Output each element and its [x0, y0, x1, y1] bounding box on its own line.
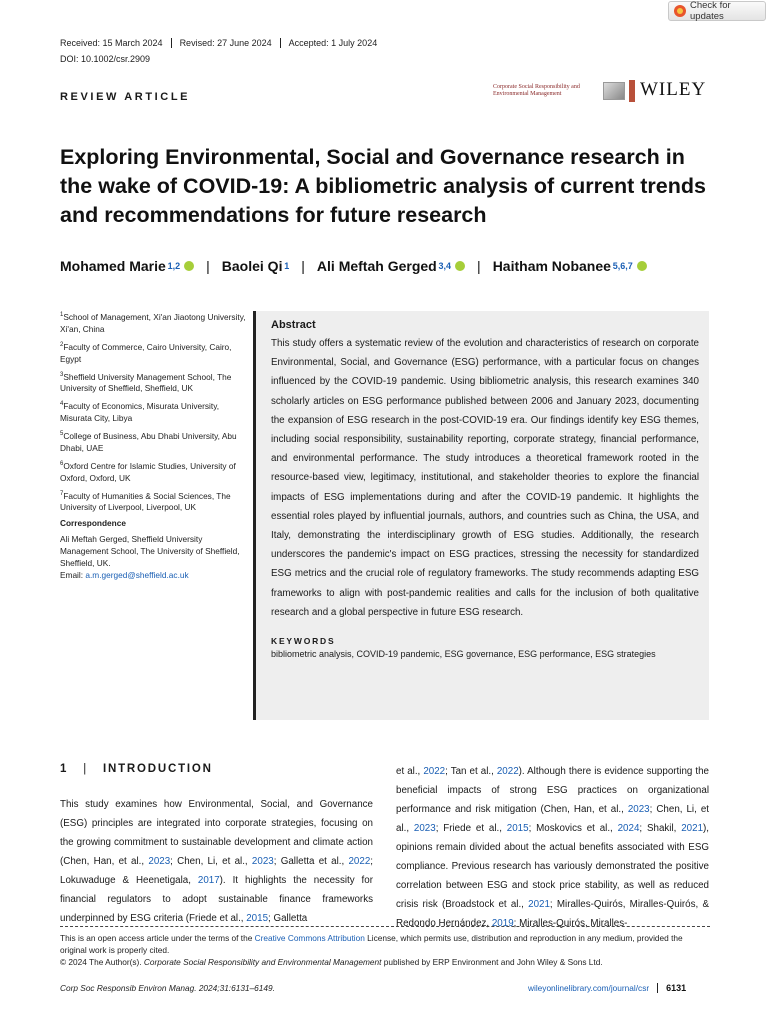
correspondence-text: Ali Meftah Gerged, Sheffield University Management School, The University of Sheffield, Sheffield, UK. — [60, 534, 240, 569]
crossmark-icon — [674, 5, 686, 17]
body-text: ; Galletta — [268, 913, 308, 924]
affiliation-item — [60, 339, 250, 365]
keywords-heading: KEYWORDS — [271, 636, 336, 647]
license-text-pre: This is an open access article under the terms of the — [60, 933, 255, 943]
check-for-updates-label: Check for updates — [690, 0, 731, 22]
journal-logo-bar — [629, 80, 635, 102]
citation-link[interactable]: 2023 — [413, 823, 436, 834]
affiliations — [60, 309, 250, 581]
author-separator: | — [301, 258, 305, 274]
accepted-date: Accepted: 1 July 2024 — [280, 38, 386, 48]
citation-link[interactable]: 2019 — [491, 918, 514, 929]
footer-citation: Corp Soc Responsib Environ Manag. 2024;31:6131–6149. — [60, 983, 275, 993]
body-text: This study examines how Environmental, Social, and Governance (ESG) principles are integrated into corporate strategies, focusing on the growing commitment to sustainable development and climate action (Chen, Han, et al., — [60, 799, 373, 867]
section-number: 1 — [60, 763, 69, 775]
affiliation-text: Faculty of Humanities & Social Sciences, The University of Liverpool, Liverpool, UK — [60, 490, 231, 513]
citation-link[interactable]: 2023 — [251, 856, 274, 867]
affiliation-number: 6 — [60, 460, 64, 467]
author-name[interactable]: Baolei Qi — [221, 258, 283, 274]
orcid-icon[interactable] — [637, 261, 647, 271]
intro-column-right — [396, 762, 709, 933]
intro-column-left — [60, 795, 373, 928]
body-text: ). It highlights the necessity for financial regulators to adopt sustainable finance frameworks underpinned by ESG criteria (Friede et al., — [60, 875, 373, 924]
copyright-post: published by ERP Environment and John Wiley & Sons Ltd. — [381, 957, 603, 967]
author-name[interactable]: Haitham Nobanee — [492, 258, 611, 274]
orcid-icon[interactable] — [184, 261, 194, 271]
affiliation-text: Sheffield University Management School, The University of Sheffield, Sheffield, UK — [60, 371, 232, 394]
journal-logo-text: Corporate Social Responsibility and Environmental Management — [493, 84, 580, 97]
body-text: ; Miralles-Quirós, Miralles-Quirós, & Redondo Hernández, — [396, 899, 709, 929]
author-affiliation-ref[interactable]: 1 — [282, 261, 290, 271]
doi[interactable]: DOI: 10.1002/csr.2909 — [60, 54, 151, 64]
citation-link[interactable]: 2024 — [617, 823, 640, 834]
article-type: REVIEW ARTICLE — [60, 91, 191, 103]
body-text: ; Miralles-Quirós, Miralles- — [513, 918, 628, 929]
correspondence-heading: Correspondence — [60, 518, 126, 529]
affiliation-item — [60, 428, 250, 454]
publisher-logo[interactable]: WILEY — [640, 79, 707, 100]
body-text: et al., — [396, 766, 424, 777]
author-affiliation-ref[interactable]: 5,6,7 — [610, 261, 633, 271]
author-name[interactable]: Mohamed Marie — [60, 258, 166, 274]
body-text: ; Lokuwaduge & Heenetigala, — [60, 856, 374, 886]
affiliation-text: School of Management, Xi'an Jiaotong University, Xi'an, China — [60, 311, 246, 334]
affiliation-number: 5 — [60, 431, 64, 438]
check-for-updates-button[interactable] — [668, 1, 766, 21]
affiliation-number: 7 — [60, 490, 64, 497]
body-text: ; Friede et al., — [435, 823, 507, 834]
author-separator: | — [206, 258, 210, 274]
correspondence-email-link[interactable]: a.m.gerged@sheffield.ac.uk — [85, 570, 189, 581]
license-text-post: License, which permits use, distribution and reproduction in any medium, provided the original work is properly cited. — [60, 933, 683, 955]
orcid-icon[interactable] — [455, 261, 465, 271]
citation-link[interactable]: 2022 — [423, 766, 446, 777]
affiliation-number: 1 — [60, 312, 64, 318]
body-text: ; Tan et al., — [445, 766, 497, 777]
copyright-journal: Corporate Social Responsibility and Environmental Management — [143, 957, 382, 967]
journal-cover-icon — [603, 82, 625, 100]
citation-link[interactable]: 2022 — [348, 856, 371, 867]
abstract-box — [253, 311, 709, 720]
section-separator: | — [83, 763, 88, 775]
abstract-text: This study offers a systematic review of the evolution and characteristics of research on corporate Environmental, Social, and Governance (ESG) performance, with a particular focus on changes influenced by the COVID-19 pandemic. Using bibliometric analysis, this research examines 340 scholarly articles on ESG performance published between 2006 and January 2023, documenting the expansion of ESG research in the post-COVID-19 era. Our findings identify key ESG themes, including social responsibility, sustainability reporting, corporate strategy, financial performance, and environmental performance. The study introduces a theoretical framework rooted in the resource-based view, legitimacy, institutional, and stakeholder theories to explore the financial impacts of ESG implementations during and after the COVID-19 pandemic. It highlights the essential roles played by influential journals, authors, and countries such as China, the USA, and Italy, demonstrating the interdisciplinary growth of ESG studies. Additionally, the research underscores the pandemic's impact on ESG practices, stressing the necessity for standardized ESG metrics and the crucial role of regulatory frameworks. The study recommends adapting ESG frameworks to align with post-pandemic realities and calls for the inclusion of both qualitative research and a global perspective in future ESG research. — [271, 338, 699, 618]
citation-link[interactable]: 2017 — [197, 875, 220, 886]
body-text: ; Chen, Li, et al., — [170, 856, 252, 867]
citation-link[interactable]: 2023 — [627, 804, 650, 815]
affiliation-item — [60, 369, 250, 395]
page-number: 6131 — [657, 983, 686, 993]
body-text: ; Shakil, — [639, 823, 682, 834]
creative-commons-link[interactable]: Creative Commons Attribution — [254, 933, 365, 943]
section-title: INTRODUCTION — [103, 763, 213, 775]
affiliation-text: Oxford Centre for Islamic Studies, University of Oxford, Oxford, UK — [60, 460, 236, 483]
author-affiliation-ref[interactable]: 3,4 — [436, 261, 452, 271]
article-dates — [60, 38, 385, 48]
journal-logo[interactable] — [493, 80, 635, 102]
affiliation-number: 3 — [60, 371, 64, 378]
body-text: ; Galletta et al., — [273, 856, 349, 867]
article-title: Exploring Environmental, Social and Governance research in the wake of COVID-19: A bibliometric analysis of current trends and recommendations for future research — [60, 145, 706, 227]
body-text: ), opinions remain divided about the actual benefits associated with ESG compliance. Previous research has variously demonstrated the positive correlation between ESG and stock price stability, as well as reduced crisis risk (Broadstock et al., — [396, 823, 709, 910]
received-date: Received: 15 March 2024 — [60, 38, 163, 48]
citation-link[interactable]: 2015 — [506, 823, 529, 834]
citation-link[interactable]: 2015 — [246, 913, 269, 924]
email-label: Email: — [60, 570, 86, 581]
affiliation-item — [60, 309, 250, 335]
copyright-pre: © 2024 The Author(s). — [60, 957, 144, 967]
revised-date: Revised: 27 June 2024 — [171, 38, 280, 48]
abstract-heading: Abstract — [271, 319, 316, 331]
author-list — [60, 258, 647, 274]
author-name[interactable]: Ali Meftah Gerged — [316, 258, 437, 274]
body-text: ; Moskovics et al., — [528, 823, 618, 834]
license-divider — [60, 926, 710, 927]
affiliation-text: College of Business, Abu Dhabi University, Abu Dhabi, UAE — [60, 430, 237, 453]
body-text: ). Although there is evidence supporting the beneficial impacts of strong ESG practices on organizational performance and risk mitigation (Chen, Han, et al., — [396, 766, 709, 815]
body-text: ; Chen, Li, et al., — [396, 804, 709, 834]
footer-right — [528, 983, 686, 993]
correspondence-email-line — [60, 569, 250, 581]
author-affiliation-ref[interactable]: 1,2 — [165, 261, 181, 271]
affiliation-text: Faculty of Economics, Misurata University, Misurata City, Libya — [60, 401, 220, 424]
keywords: bibliometric analysis, COVID-19 pandemic, ESG governance, ESG performance, ESG strategies — [271, 649, 656, 660]
citation-link[interactable]: 2023 — [148, 856, 171, 867]
affiliation-number: 4 — [60, 401, 64, 408]
citation-link[interactable]: 2022 — [496, 766, 519, 777]
citation-link[interactable]: 2021 — [681, 823, 704, 834]
journal-url-link[interactable]: wileyonlinelibrary.com/journal/csr — [528, 983, 650, 993]
citation-link[interactable]: 2021 — [528, 899, 550, 910]
affiliation-number: 2 — [60, 341, 64, 348]
affiliation-item — [60, 488, 250, 514]
section-heading — [60, 763, 213, 775]
affiliation-item — [60, 398, 250, 424]
affiliation-item — [60, 458, 250, 484]
author-separator: | — [477, 258, 481, 274]
license-notice — [60, 932, 710, 968]
affiliation-text: Faculty of Commerce, Cairo University, Cairo, Egypt — [60, 341, 232, 364]
